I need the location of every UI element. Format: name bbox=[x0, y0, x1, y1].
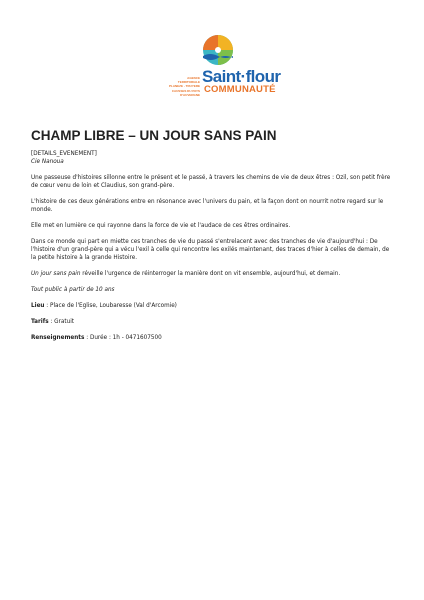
info-venue bbox=[31, 302, 393, 310]
info-value: : Gratuit bbox=[48, 319, 75, 325]
event-title: CHAMP LIBRE – UN JOUR SANS PAIN bbox=[31, 128, 277, 143]
logo-side-line: TERRITORIALE bbox=[177, 80, 200, 85]
logo-side-line: CAUSSES DU PAYS D'AUVERGNE bbox=[171, 88, 200, 97]
info-value: : Place de l'Eglise, Loubaresse (Val d'Arcomie) bbox=[44, 303, 177, 309]
description-paragraph: Elle met en lumière ce qui rayonne dans la force de vie et l'audace de ces êtres ordinaires. bbox=[31, 223, 291, 229]
logo-name: Saint·flour bbox=[202, 67, 281, 86]
logo-side-line: AGENCE bbox=[187, 76, 200, 80]
closing-text: réveille l'urgence de réinterroger la manière dont on vit ensemble, aujourd'hui, et demain. bbox=[80, 271, 341, 277]
show-title-italic: Un jour sans pain bbox=[31, 271, 81, 277]
audience-note: Tout public à partir de 10 ans bbox=[31, 287, 115, 293]
company-name: Cie Nanoua bbox=[31, 159, 64, 165]
description-paragraph: Une passeuse d'histoires sillonne entre le présent et le passé, à travers les chemins de vie de deux êtres : Ozil, son petit frère de cœur venu de loin et Claudius, son grand-père. bbox=[31, 175, 391, 189]
event-content bbox=[31, 128, 393, 350]
info-label: Renseignements bbox=[31, 335, 85, 341]
info-label: Lieu bbox=[31, 303, 45, 309]
description-paragraph: Dans ce monde qui part en miette ces tranches de vie du passé s'entrelacent avec des tranches de vie d'aujourd'hui : De l'histoire d'un grand-père qui a vécu l'exil à celle qui rencontre les exilés maintenant, des traces d'hier à celles de demain, de la petite histoire à la grande Histoire. bbox=[31, 239, 390, 261]
logo-subtitle: COMMUNAUTÉ bbox=[204, 84, 276, 95]
logo-side-line: PLANEZE · TRUYERE bbox=[168, 84, 200, 89]
logo-side-text bbox=[158, 76, 200, 97]
info-label: Tarifs bbox=[31, 319, 49, 325]
info-price bbox=[31, 318, 393, 326]
description-paragraph: L'histoire de ces deux générations entre en résonance avec l'univers du pain, et la façon dont on nourrit notre regard sur le monde. bbox=[31, 199, 384, 213]
logo-emblem-icon bbox=[200, 32, 236, 68]
closing-paragraph bbox=[31, 270, 393, 278]
info-value: : Durée : 1h - 0471607500 bbox=[84, 335, 162, 341]
saint-flour-logo bbox=[158, 32, 281, 100]
info-contact bbox=[31, 334, 393, 342]
details-placeholder: [DETAILS_EVENEMENT] bbox=[31, 151, 97, 157]
